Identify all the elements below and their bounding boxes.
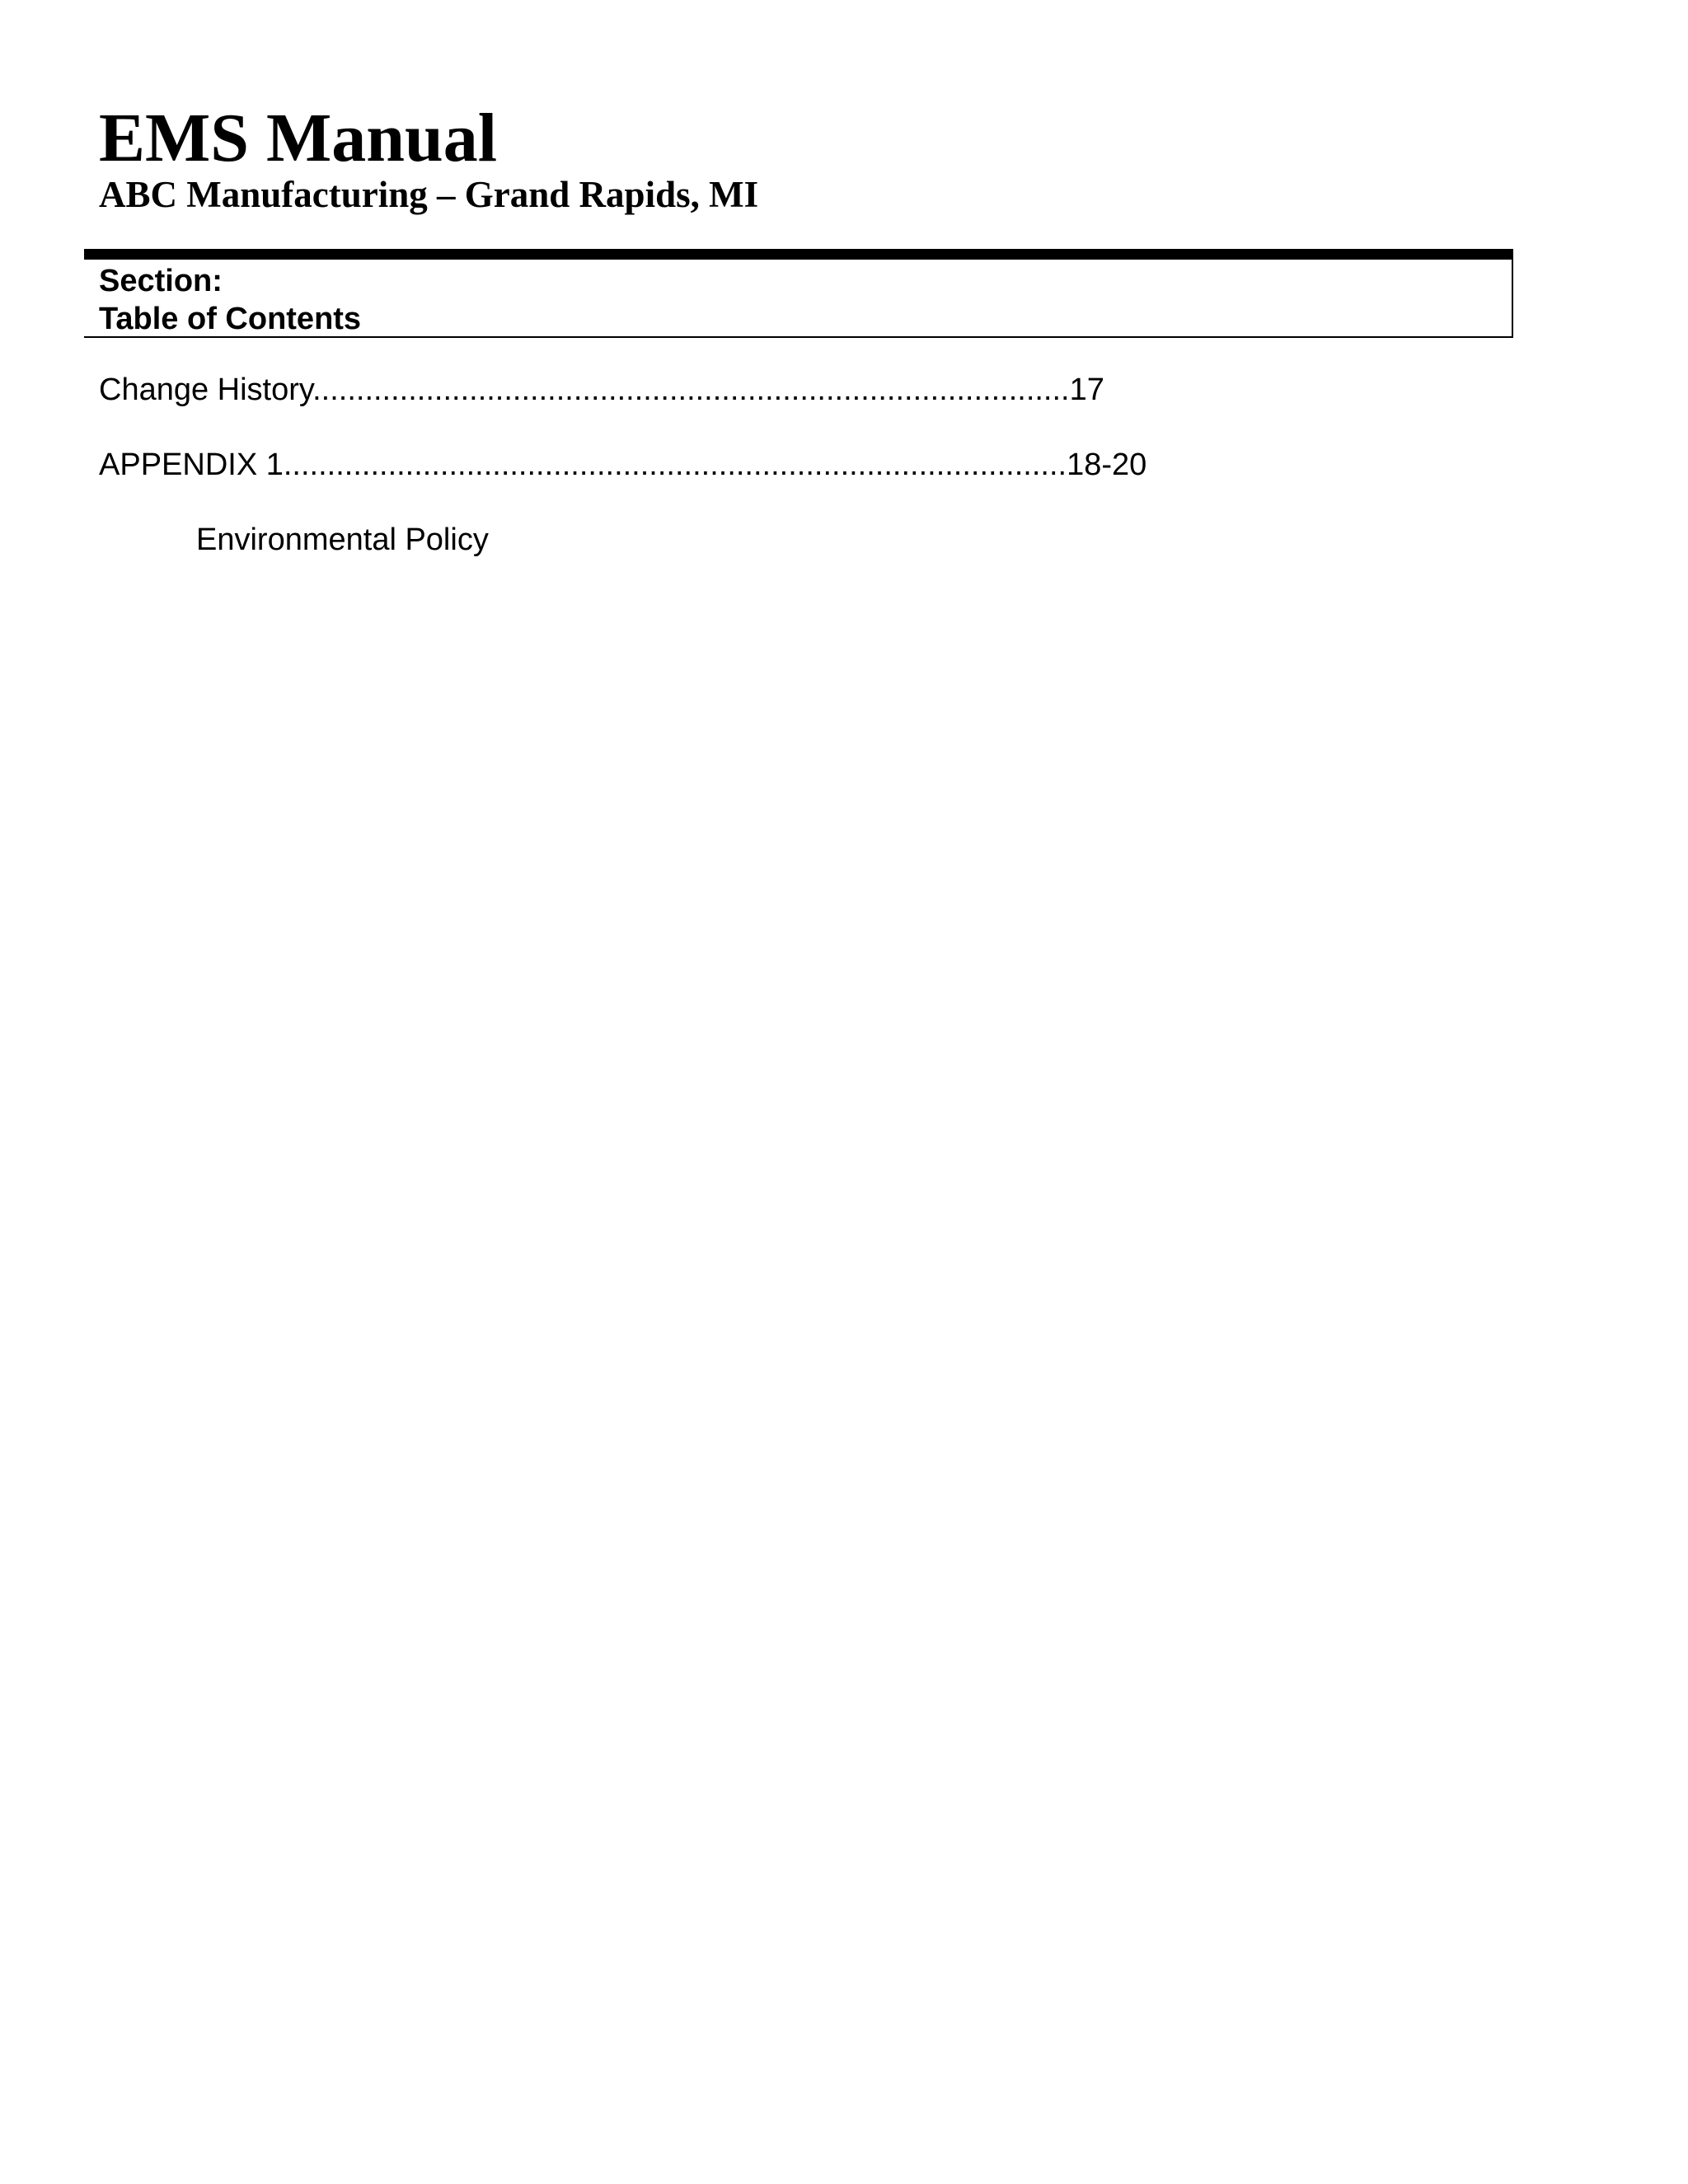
toc-leader-dots: ..........................................................................................: [283, 448, 1067, 482]
toc-entry-title: APPENDIX 1: [99, 448, 284, 482]
toc-page-number: 17: [1069, 373, 1104, 407]
toc-entry-change-history: [99, 371, 1104, 409]
toc-entry-appendix-1: [99, 446, 1146, 484]
document-subtitle: ABC Manufacturing – Grand Rapids, MI: [99, 174, 759, 215]
section-header-box: [84, 249, 1513, 338]
toc-sub-entry-environmental-policy: Environmental Policy: [196, 523, 489, 557]
toc-entry-title: Change History: [99, 373, 313, 407]
section-name: Table of Contents: [99, 302, 362, 336]
toc-leader-dots: .......................................................................................: [312, 373, 1070, 407]
section-label: Section:: [99, 264, 223, 298]
toc-page-number: 18-20: [1067, 448, 1147, 482]
document-title: EMS Manual: [99, 100, 498, 176]
